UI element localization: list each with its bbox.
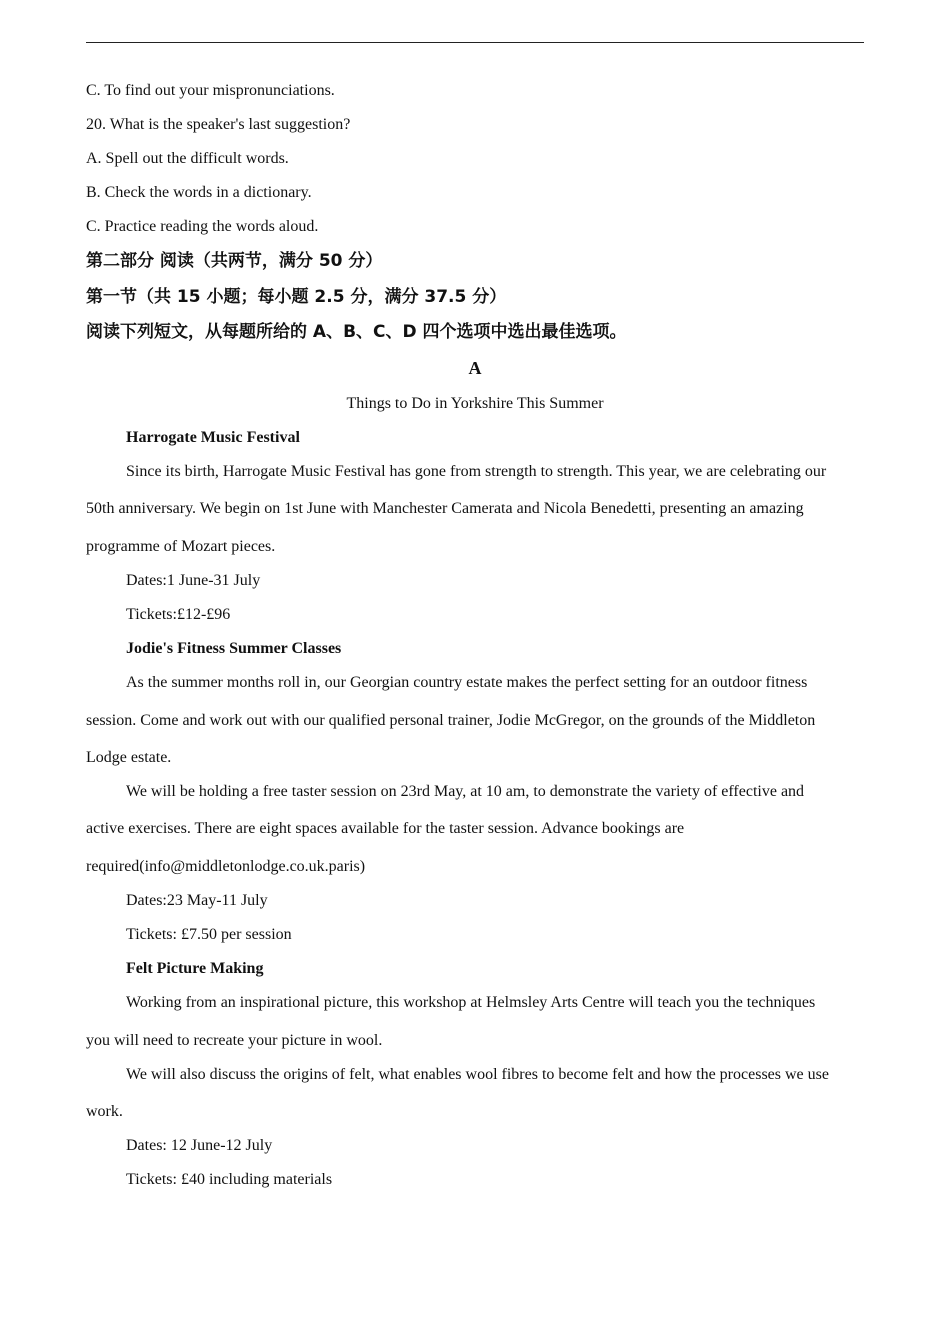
item-tickets: Tickets:£12-£96 (126, 606, 231, 623)
item-paragraph-line: programme of Mozart pieces. (86, 538, 276, 555)
q20-option-a: A. Spell out the difficult words. (86, 150, 289, 167)
item-tickets: Tickets: £7.50 per session (126, 926, 292, 943)
section1-heading: 第一节（共 15 小题；每小题 2.5 分，满分 37.5 分） (86, 287, 507, 307)
item-paragraph-line: session. Come and work out with our qualified personal trainer, Jodie McGregor, on the grounds of the Middleton (86, 712, 816, 729)
item-paragraph-line: We will also discuss the origins of felt, what enables wool fibres to become felt and how the processes we use (126, 1066, 829, 1083)
reading-instruction: 阅读下列短文，从每题所给的 A、B、C、D 四个选项中选出最佳选项。 (86, 322, 627, 342)
q19-option-c: C. To find out your mispronunciations. (86, 82, 335, 99)
item-paragraph-line: Since its birth, Harrogate Music Festival has gone from strength to strength. This year, we are celebrating our (126, 463, 827, 480)
item-dates: Dates: 12 June-12 July (126, 1137, 273, 1154)
item-paragraph-line: As the summer months roll in, our Georgian country estate makes the perfect setting for an outdoor fitness (126, 674, 808, 691)
item-tickets: Tickets: £40 including materials (126, 1171, 333, 1188)
item-dates: Dates:23 May-11 July (126, 892, 268, 909)
item-paragraph-line: Lodge estate. (86, 749, 172, 766)
item-heading: Harrogate Music Festival (126, 429, 300, 446)
part2-heading: 第二部分 阅读（共两节，满分 50 分） (86, 251, 383, 271)
item-dates: Dates:1 June-31 July (126, 572, 261, 589)
header-rule (86, 42, 864, 43)
item-heading: Felt Picture Making (126, 960, 264, 977)
q20-option-c: C. Practice reading the words aloud. (86, 218, 319, 235)
passage-title: Things to Do in Yorkshire This Summer (346, 395, 604, 412)
item-paragraph-line: We will be holding a free taster session on 23rd May, at 10 am, to demonstrate the variety of effective and (126, 783, 805, 800)
item-paragraph-line: you will need to recreate your picture in wool. (86, 1032, 383, 1049)
item-paragraph-line: required(info@middletonlodge.co.uk.paris) (86, 858, 366, 875)
item-paragraph-line: active exercises. There are eight spaces available for the taster session. Advance bookings are (86, 820, 685, 837)
q20-stem: 20. What is the speaker's last suggestion? (86, 116, 351, 133)
passage-label: A (468, 358, 482, 378)
q20-option-b: B. Check the words in a dictionary. (86, 184, 312, 201)
item-heading: Jodie's Fitness Summer Classes (126, 640, 342, 657)
item-paragraph-line: 50th anniversary. We begin on 1st June with Manchester Camerata and Nicola Benedetti, presenting an amazing (86, 500, 804, 517)
item-paragraph-line: Working from an inspirational picture, this workshop at Helmsley Arts Centre will teach you the techniques (126, 994, 816, 1011)
item-paragraph-line: work. (86, 1103, 123, 1120)
